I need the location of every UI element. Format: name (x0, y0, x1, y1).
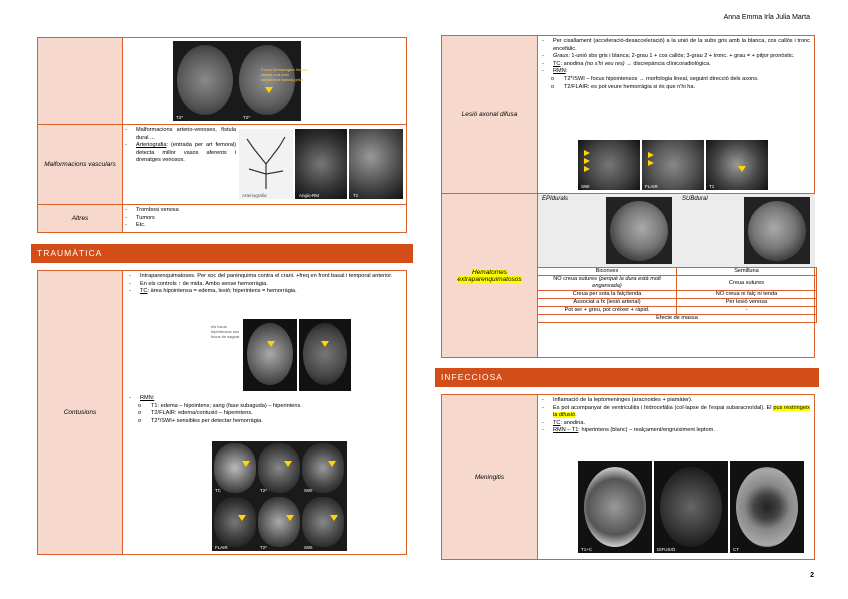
vessel-icon (239, 129, 293, 199)
image-label: FLAIR (645, 184, 658, 189)
list-item: - Trombosi venosa (123, 207, 406, 214)
infecciosa-table (441, 394, 815, 560)
row-label: Meningitis (442, 395, 538, 560)
list-item: o T2/FLAIR: es pot veure hemorràgia si és que n'hi ha. (540, 84, 810, 92)
list-item: o T1: edema – hipointens; sang (fase subaguda) – hiperintens. (127, 403, 403, 411)
list-item: o T2*/SWI – focus hipointensos → morfologia lineal, seguint direcció dels axons. (540, 76, 810, 84)
table-cell: Per lesió venosa (677, 299, 817, 307)
table-cell: Creua per sota la falç/tenda (538, 291, 677, 299)
image-label: SWI (581, 184, 590, 189)
vascular-table (37, 37, 407, 233)
image-label: TC (215, 488, 221, 493)
contusion-grid-image (212, 441, 347, 551)
contusion-image (211, 319, 351, 391)
list-item: - RMN: (540, 68, 810, 76)
list-item: - TC: anodina. (540, 420, 810, 428)
table-cell: - (677, 307, 817, 315)
image-label: SWI (304, 488, 313, 493)
altres-cell (123, 205, 407, 233)
image-label: FLAIR (215, 545, 228, 550)
traumatica-table (37, 270, 407, 555)
list-item: - RMN – T1: hiperintens (blanc) – realçament/engruiximent leptom. (540, 427, 810, 435)
page-number: 2 (810, 572, 814, 579)
section-header-infecciosa: INFECCIOSA (435, 368, 819, 387)
list-item: - Etc. (123, 222, 406, 229)
list-item: - Arteriografia: (entrada per art femoral) detecta millor vasos aferents i drenatges venosos. (123, 142, 236, 165)
hematomes-label: Hematomes extraparenquimatosos (457, 268, 522, 283)
list-item: - En els controls ↑ de mida. Ambo sense hemorràgia. (127, 281, 403, 289)
list-item: - Malformacions arterio-venoses, fístula dural ... (123, 127, 236, 142)
contusions-cell (123, 271, 407, 555)
image-annotation: els focus hipertensos son focus de sagnat (211, 324, 240, 339)
author-name: Anna Emma Irla Julia Marta (723, 14, 810, 21)
table-cell: Biconvex (538, 268, 677, 276)
list-item: - Inflamació de la leptomeninges (aracnoides + piamàter). (540, 397, 810, 405)
image-label: T2* (176, 115, 184, 120)
image-label: Arteriografia (242, 193, 267, 198)
list-item: - TC: àrea hipointensa = edema, lesió; hiperintens = hemorràgia. (127, 288, 403, 296)
subdural-title: SUBdural (682, 196, 708, 202)
image-label: T2* (260, 488, 268, 493)
table-cell: Associat a fx (lesió arterial) (538, 299, 677, 307)
hematomes-compare-table (537, 267, 817, 323)
section-header-traumatica: TRAUMÀTICA (31, 244, 413, 263)
image-label: DIFUSIÓ (657, 547, 676, 552)
lesio-image (578, 140, 768, 190)
table-cell: Creua sutures (677, 276, 817, 291)
table-cell: NO creua sutures (perquè la dura està molt enganxada) (538, 276, 677, 291)
image-label: SWI (304, 545, 313, 550)
list-item: - Es pot acompanyar de ventriculitis i hidrocefàlia (col·lapse de l'espai subaracnoïdal). El pus restringeix la difusió. (540, 405, 810, 420)
image-annotation: Focus hemorràgics lineals situats a la unió substància blanca-grisa (261, 67, 308, 82)
list-item: o T2/FLAIR: edema/contusió – hiperintens. (127, 410, 403, 418)
list-item: o T2*/SWI+ sensibles per detectar hemorràgia. (127, 418, 403, 426)
epidural-title: EPIdurals (542, 196, 569, 202)
angiography-image (239, 129, 403, 199)
hematomes-image-area (538, 194, 815, 267)
list-item (127, 395, 403, 403)
row-label: Lesió axonal difusa (442, 36, 538, 194)
image-label: T1 (353, 193, 359, 198)
traumatic-right-table (441, 35, 815, 358)
image-label: T2* (243, 115, 251, 120)
meningitis-image (578, 461, 804, 553)
subdural-ct-image (744, 197, 810, 264)
image-label: Angio-RM (299, 193, 320, 198)
top-image-cell (123, 38, 407, 125)
list-item: - Intraparenquimatoses. Per xoc del parènquima contra el crani. +freq en front basal i temporal anterior. (127, 273, 403, 281)
row-label (442, 194, 538, 358)
image-label: T1 (709, 184, 715, 189)
empty-label-cell (38, 38, 123, 125)
row-label: Malformacions vasculars (38, 125, 123, 205)
list-item: - Per cisallament (acceleració-desacceleració) a la unió de la subs gris amb la blanca, cos callós i tronc encefàlic. (540, 38, 810, 53)
malformacions-cell (123, 125, 407, 205)
table-cell: NO creua ni falç ni tenda (677, 291, 817, 299)
list-item: - Graus: 1-unió sbs gris i blanca; 2-grau 1 + cos callós; 3-grau 2 + tronc. + grau = + pitjor pronòstic. (540, 53, 810, 61)
image-label: T2* (260, 545, 268, 550)
table-cell: Pot ser + greu, pot créixer + ràpid. (538, 307, 677, 315)
epidural-ct-image (606, 197, 672, 264)
rmn-label: RMN: (140, 395, 155, 401)
row-label: Contusions (38, 271, 123, 555)
row-label: Altres (38, 205, 123, 233)
lesio-axonal-cell (538, 36, 815, 194)
hematomes-cell (538, 194, 815, 358)
list-item: - TC: anodina (no s'hi veu res) → discrepància clínicoradiològica. (540, 61, 810, 69)
table-cell: Semilluna (677, 268, 817, 276)
table-footer: Efecte de massa (538, 315, 817, 323)
image-label: T1+C (581, 547, 593, 552)
list-item: - Tumors (123, 215, 406, 222)
image-label: CT (733, 547, 739, 552)
highlighted-text: pus restringeix la difusió (553, 404, 810, 419)
meningitis-cell (538, 395, 815, 560)
